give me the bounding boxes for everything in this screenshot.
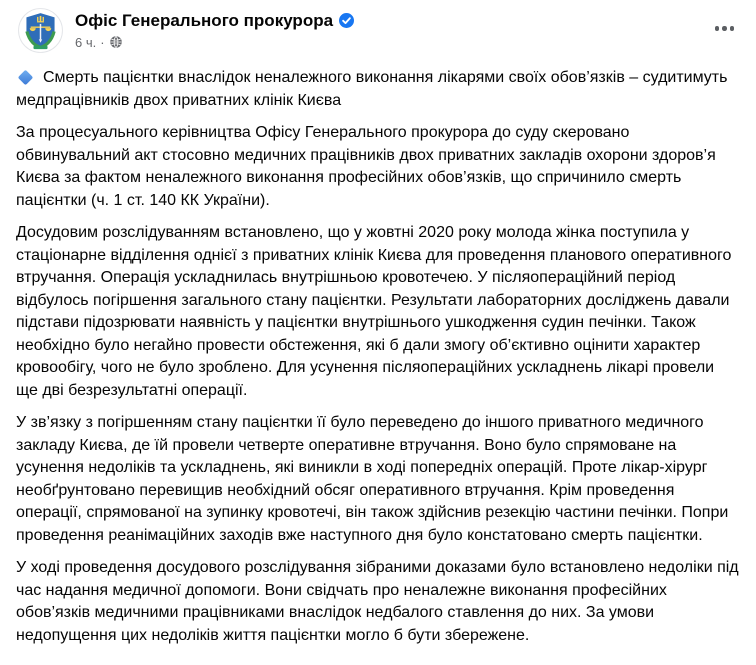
headline-text: Смерть пацієнтки внаслідок неналежного виконання лікарями своїх обов’язків – судитимуть медпрацівників двох приватних клінік Києва xyxy=(16,69,728,109)
post-headline xyxy=(16,67,740,112)
post-paragraph: Досудовим розслідуванням встановлено, що у жовтні 2020 року молода жінка поступила у стаціонарне відділення однієї з приватних клінік Києва для проведення планового оперативного втручання. Операція ускладнилась внутрішньою кровотечею. У післяопераційний період відбулось погіршення загального стану пацієнтки. Результати лабораторних досліджень давали підстави підозрювати наявність у пацієнтки внутрішнього ушкодження судин печінки. Також необхідно було негайно провести обстеження, які б дали змогу об’єктивно оцінити характер кровообігу, чого не було зроблено. Для усунення післяопераційних ускладнень лікарі провели ще дві безрезультатні операції. xyxy=(16,224,732,399)
avatar[interactable] xyxy=(18,8,63,53)
prosecutor-general-office-emblem-icon xyxy=(18,8,63,53)
post-paragraph: У зв’язку з погіршенням стану пацієнтки її було переведено до іншого приватного медичного закладу Києва, де їй провели четверте оперативне втручання. Воно було спрямоване на усунення недоліків та ускладнень, які виникли в ході попередніх операцій. Проте лікар-хірург необґрунтовано перевищив необхідний обсяг оперативного втручання. Крім проведення операції, спрямованої на зупинку кровотечі, він також здійснив резекцію частини печінки. Попри проведення реанімаційних заходів вже наступного дня було констатовано смерть пацієнтки. xyxy=(16,414,729,544)
post-content xyxy=(0,53,756,647)
post-header xyxy=(0,0,756,53)
meta-separator: · xyxy=(100,34,105,50)
more-options-icon xyxy=(715,26,735,31)
globe-public-icon xyxy=(109,35,123,49)
verified-badge-icon xyxy=(339,13,354,28)
header-info xyxy=(75,8,709,49)
post-paragraph: За процесуального керівництва Офісу Генерального прокурора до суду скеровано обвинувальний акт стосовно медичних працівників двох приватних закладів охорони здоров’я Києва за фактом неналежного виконання професійних обов’язків, що спричинило смерть пацієнтки (ч. 1 ст. 140 КК України). xyxy=(16,124,716,209)
timestamp[interactable]: 6 ч. xyxy=(75,34,97,50)
blue-diamond-icon xyxy=(18,70,34,86)
more-options-button[interactable] xyxy=(709,20,741,37)
name-row xyxy=(75,10,709,31)
page-name[interactable]: Офіс Генерального прокурора xyxy=(75,11,334,30)
post-paragraph: У ході проведення досудового розслідування зібраними доказами було встановлено недоліки під час надання медичної допомоги. Вони свідчать про неналежне виконання професійних обов’язків медичними працівниками внаслідок недбалого ставлення до них. За умови недопущення цих недоліків життя пацієнтки могло б бути збережене. xyxy=(16,559,739,644)
post-meta xyxy=(75,35,709,49)
